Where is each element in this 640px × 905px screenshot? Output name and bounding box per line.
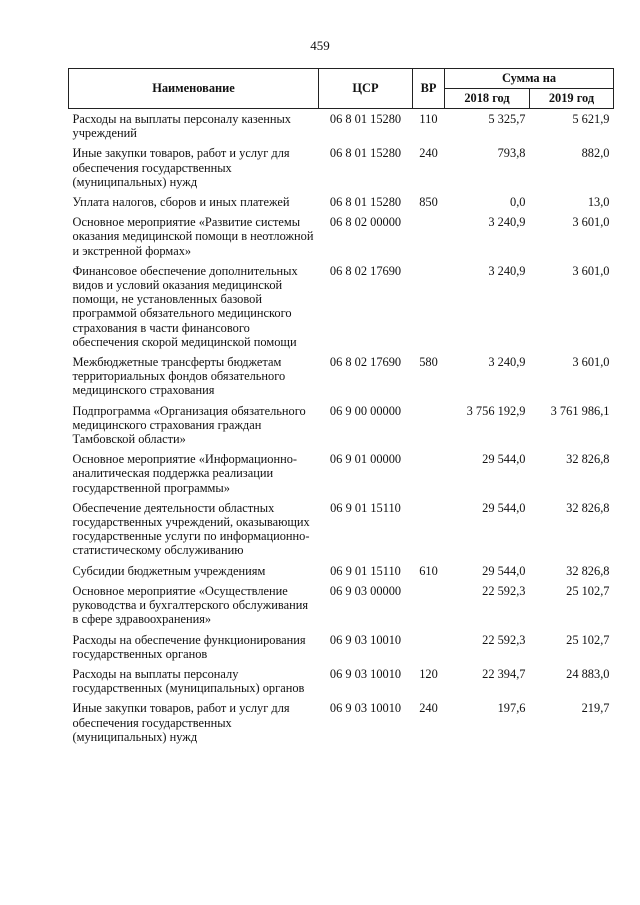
- row-sum-2018: 3 756 192,9: [466, 403, 526, 418]
- row-sum-2018: 3 240,9: [488, 355, 526, 370]
- row-code: 06 9 01 00000: [329, 452, 402, 467]
- row-name: Расходы на выплаты персоналу казенных учреждений: [72, 112, 291, 141]
- row-sum-2019: 3 601,0: [572, 263, 610, 278]
- header-year-2018: 2018 год: [445, 89, 530, 109]
- row-sum-2019: 3 761 986,1: [550, 403, 610, 418]
- row-sum-2019: 13,0: [587, 195, 610, 210]
- row-code: 06 9 03 10010: [329, 666, 402, 681]
- table-row: [69, 561, 614, 581]
- row-sum-2019: 25 102,7: [566, 583, 610, 598]
- row-vr: 580: [419, 355, 438, 370]
- header-row: [69, 69, 614, 89]
- table-row: [69, 212, 614, 261]
- table-row: [69, 498, 614, 561]
- table-row: [69, 581, 614, 630]
- row-vr: 610: [419, 563, 438, 578]
- table-row: [69, 698, 614, 747]
- table-row: [69, 261, 614, 352]
- row-sum-2018: 3 240,9: [488, 215, 526, 230]
- row-code: 06 9 03 10010: [329, 632, 402, 647]
- row-sum-2018: 3 240,9: [488, 263, 526, 278]
- row-name: Межбюджетные трансферты бюджетам территориальных фондов обязательного медицинского страхования: [72, 355, 286, 398]
- row-vr: 240: [419, 146, 438, 161]
- row-sum-2019: 3 601,0: [572, 215, 610, 230]
- row-code: 06 8 01 15280: [329, 112, 402, 126]
- row-sum-2019: 32 826,8: [566, 500, 610, 515]
- row-name: Основное мероприятие «Информационно-аналитическая поддержка реализации государственной программы»: [72, 452, 298, 495]
- table-row: [69, 449, 614, 498]
- row-name: Обеспечение деятельности областных государственных учреждений, оказывающих государственные услуги по информационно-статистическому обслуживанию: [72, 500, 310, 558]
- row-name: Расходы на обеспечение функционирования государственных органов: [72, 632, 306, 661]
- row-name: Иные закупки товаров, работ и услуг для обеспечения государственных (муниципальных) нужд: [72, 701, 290, 744]
- row-sum-2018: 793,8: [497, 146, 526, 161]
- header-vr: ВР: [413, 69, 445, 109]
- row-sum-2018: 22 394,7: [482, 666, 526, 681]
- row-sum-2018: 29 544,0: [482, 452, 526, 467]
- row-code: 06 9 01 15110: [330, 563, 401, 578]
- header-year-2019: 2019 год: [530, 89, 614, 109]
- row-sum-2018: 197,6: [497, 701, 526, 716]
- row-vr: [413, 498, 445, 561]
- row-code: 06 8 02 17690: [329, 355, 402, 370]
- row-code: 06 9 03 00000: [329, 583, 402, 598]
- row-sum-2019: 219,7: [581, 701, 610, 716]
- row-sum-2018: 22 592,3: [482, 632, 526, 647]
- row-sum-2019: 32 826,8: [566, 563, 610, 578]
- row-sum-2018: 22 592,3: [482, 583, 526, 598]
- row-sum-2019: 3 601,0: [572, 355, 610, 370]
- page-number: 459: [310, 38, 330, 53]
- row-name: Финансовое обеспечение дополнительных видов и условий оказания медицинской помощи, не установленных базовой программой обязательного медицинского страхования в части финансового обеспечения скорой медицинской помощи: [72, 263, 298, 349]
- row-vr: 110: [419, 112, 438, 126]
- row-vr: [413, 581, 445, 630]
- row-sum-2018: 5 325,7: [488, 112, 526, 126]
- table-row: [69, 192, 614, 212]
- row-vr: 240: [419, 701, 438, 716]
- table-row: [69, 630, 614, 664]
- table-row: [69, 664, 614, 698]
- row-sum-2019: 5 621,9: [572, 112, 610, 126]
- row-code: 06 8 01 15280: [329, 146, 402, 161]
- header-code: ЦСР: [319, 69, 413, 109]
- row-sum-2018: 29 544,0: [482, 500, 526, 515]
- row-sum-2018: 0,0: [510, 195, 526, 210]
- row-code: 06 9 03 10010: [329, 701, 402, 716]
- row-sum-2019: 882,0: [581, 146, 610, 161]
- table-body: [69, 109, 614, 747]
- row-sum-2018: 29 544,0: [482, 563, 526, 578]
- table-row: [69, 352, 614, 401]
- row-sum-2019: 25 102,7: [566, 632, 610, 647]
- row-vr: [413, 630, 445, 664]
- row-name: Субсидии бюджетным учреждениям: [72, 563, 266, 578]
- table-row: [69, 109, 614, 144]
- row-vr: [413, 212, 445, 261]
- row-sum-2019: 24 883,0: [566, 666, 610, 681]
- table-row: [69, 143, 614, 192]
- row-sum-2019: 32 826,8: [566, 452, 610, 467]
- row-vr: [413, 401, 445, 450]
- budget-table: [68, 68, 614, 747]
- row-name: Основное мероприятие «Развитие системы оказания медицинской помощи в неотложной и экстренной формах»: [72, 215, 314, 258]
- row-vr: 120: [419, 666, 438, 681]
- row-name: Иные закупки товаров, работ и услуг для обеспечения государственных (муниципальных) нужд: [72, 146, 290, 189]
- row-name: Уплата налогов, сборов и иных платежей: [72, 195, 290, 210]
- row-vr: [413, 449, 445, 498]
- row-code: 06 8 01 15280: [329, 195, 402, 210]
- table-row: [69, 401, 614, 450]
- row-name: Расходы на выплаты персоналу государственных (муниципальных) органов: [72, 666, 305, 696]
- row-code: 06 9 01 15110: [330, 500, 401, 515]
- row-name: Подпрограмма «Организация обязательного медицинского страхования граждан Тамбовской области»: [72, 403, 306, 447]
- header-sum: Сумма на: [445, 69, 614, 89]
- row-vr: [413, 261, 445, 352]
- row-vr: 850: [419, 195, 438, 210]
- header-name: Наименование: [69, 69, 319, 109]
- row-code: 06 9 00 00000: [329, 403, 402, 418]
- row-code: 06 8 02 00000: [329, 215, 402, 230]
- row-code: 06 8 02 17690: [329, 263, 402, 278]
- row-name: Основное мероприятие «Осуществление руководства и бухгалтерского обслуживания в сфере здравоохранения»: [72, 583, 309, 627]
